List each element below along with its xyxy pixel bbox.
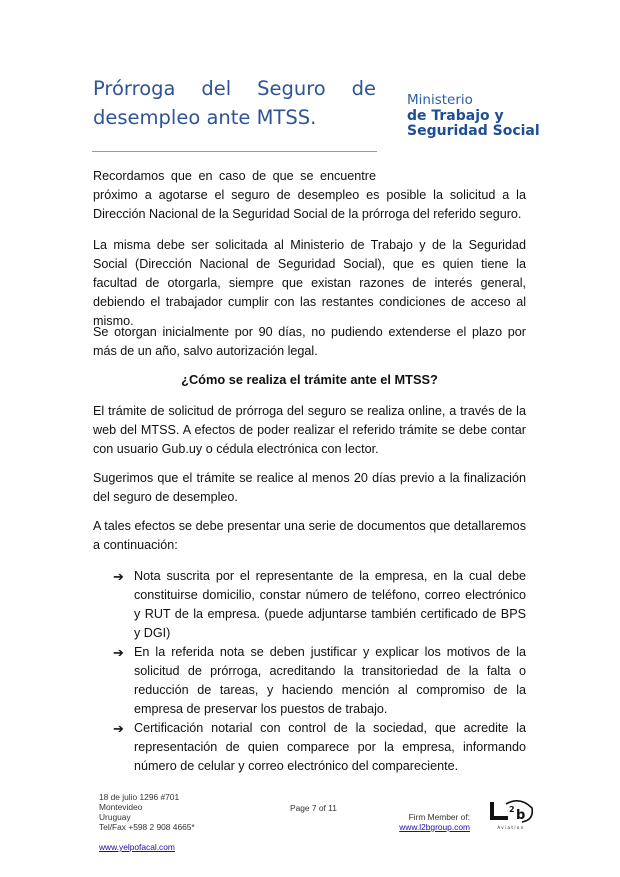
document-title (93, 74, 376, 132)
firm-member (398, 812, 470, 832)
l2b-logo-subtext: Aviation (497, 825, 525, 830)
list-item (113, 719, 526, 776)
address-line: Uruguay (99, 812, 131, 822)
paragraph-intro-first-line: Recordamos que en caso de que se encuentre (93, 169, 376, 183)
list-item-text: En la referida nota se deben justificar y explicar los motivos de la solicitud de prórroga, acreditando la transitoriedad de la falta o reducción de tareas, y haciendo mención al compromiso de la empresa de preservar los puestos de trabajo. (134, 645, 526, 716)
arrow-right-icon: ➔ (113, 721, 124, 736)
mtss-logo (407, 93, 542, 140)
title-line-1 (93, 74, 376, 103)
l2b-logo-2: 2 (509, 805, 515, 814)
paragraph-documents: A tales efectos se debe presentar una serie de documentos que detallaremos a continuación: (93, 519, 526, 552)
list-item-text: Certificación notarial con control de la sociedad, que acredite la representación de quien comparece por la empresa, informando número de celular y correo electrónico del compareciente. (134, 721, 526, 773)
l2b-aviation-logo (486, 798, 536, 832)
address-line: Montevideo (99, 802, 143, 812)
firm-link[interactable]: www.l2bgroup.com (399, 822, 470, 832)
title-word: Prórroga (93, 77, 176, 100)
arrow-right-icon: ➔ (113, 569, 124, 584)
logo-line-1: Ministerio (407, 92, 473, 108)
documents-list (113, 567, 526, 776)
title-divider (92, 151, 377, 152)
page-number: Page 7 of 11 (290, 803, 337, 813)
arrow-right-icon: ➔ (113, 645, 124, 660)
website-link[interactable]: www.yelpofacal.com (99, 842, 175, 852)
paragraph-duration: Se otorgan inicialmente por 90 días, no pudiendo extenderse el plazo por más de un año, salvo autorización legal. (93, 325, 526, 358)
list-item (113, 643, 526, 719)
title-line-2: desempleo ante MTSS. (93, 106, 317, 129)
logo-line-2: de Trabajo y (407, 107, 504, 124)
logo-line-3: Seguridad Social (407, 123, 540, 139)
l2b-logo-l-shape (492, 802, 508, 818)
paragraph-online: El trámite de solicitud de prórroga del seguro se realiza online, a través de la web del MTSS. A efectos de poder realizar el referido trámite se debe contar con usuario Gub.uy o cédula electrónica con lector. (93, 404, 526, 456)
paragraph-request: La misma debe ser solicitada al Ministerio de Trabajo y de la Seguridad Social (Dirección Nacional de Seguridad Social), que es quien tiene la facultad de otorgarla, siempre que existan razones de interés general, debiendo el trabajador cumplir con las restantes condiciones de acceso al mismo. (93, 238, 526, 328)
title-word: de (351, 77, 376, 100)
l2b-logo-b: b (516, 808, 526, 823)
title-word: del (201, 77, 232, 100)
address-line: Tel/Fax +598 2 908 4665* (99, 822, 195, 832)
title-word: Seguro (257, 77, 326, 100)
paragraph-suggestion: Sugerimos que el trámite se realice al menos 20 días previo a la finalización del seguro de desempleo. (93, 471, 526, 504)
list-item-text: Nota suscrita por el representante de la empresa, en la cual debe constituirse domicilio, constar número de teléfono, correo electrónico y RUT de la empresa. (puede adjuntarse también certificado de BPS y DGI) (134, 569, 526, 640)
paragraph-intro-rest: próximo a agotarse el seguro de desempleo es posible la solicitud a la Dirección Nacional de la Seguridad Social de la prórroga del referido seguro. (93, 188, 526, 221)
footer-address (99, 792, 195, 832)
paragraph-intro (93, 167, 526, 224)
section-heading: ¿Cómo se realiza el trámite ante el MTSS? (181, 372, 438, 387)
address-line: 18 de julio 1296 #701 (99, 792, 180, 802)
list-item (113, 567, 526, 643)
firm-member-label: Firm Member of: (408, 812, 470, 822)
